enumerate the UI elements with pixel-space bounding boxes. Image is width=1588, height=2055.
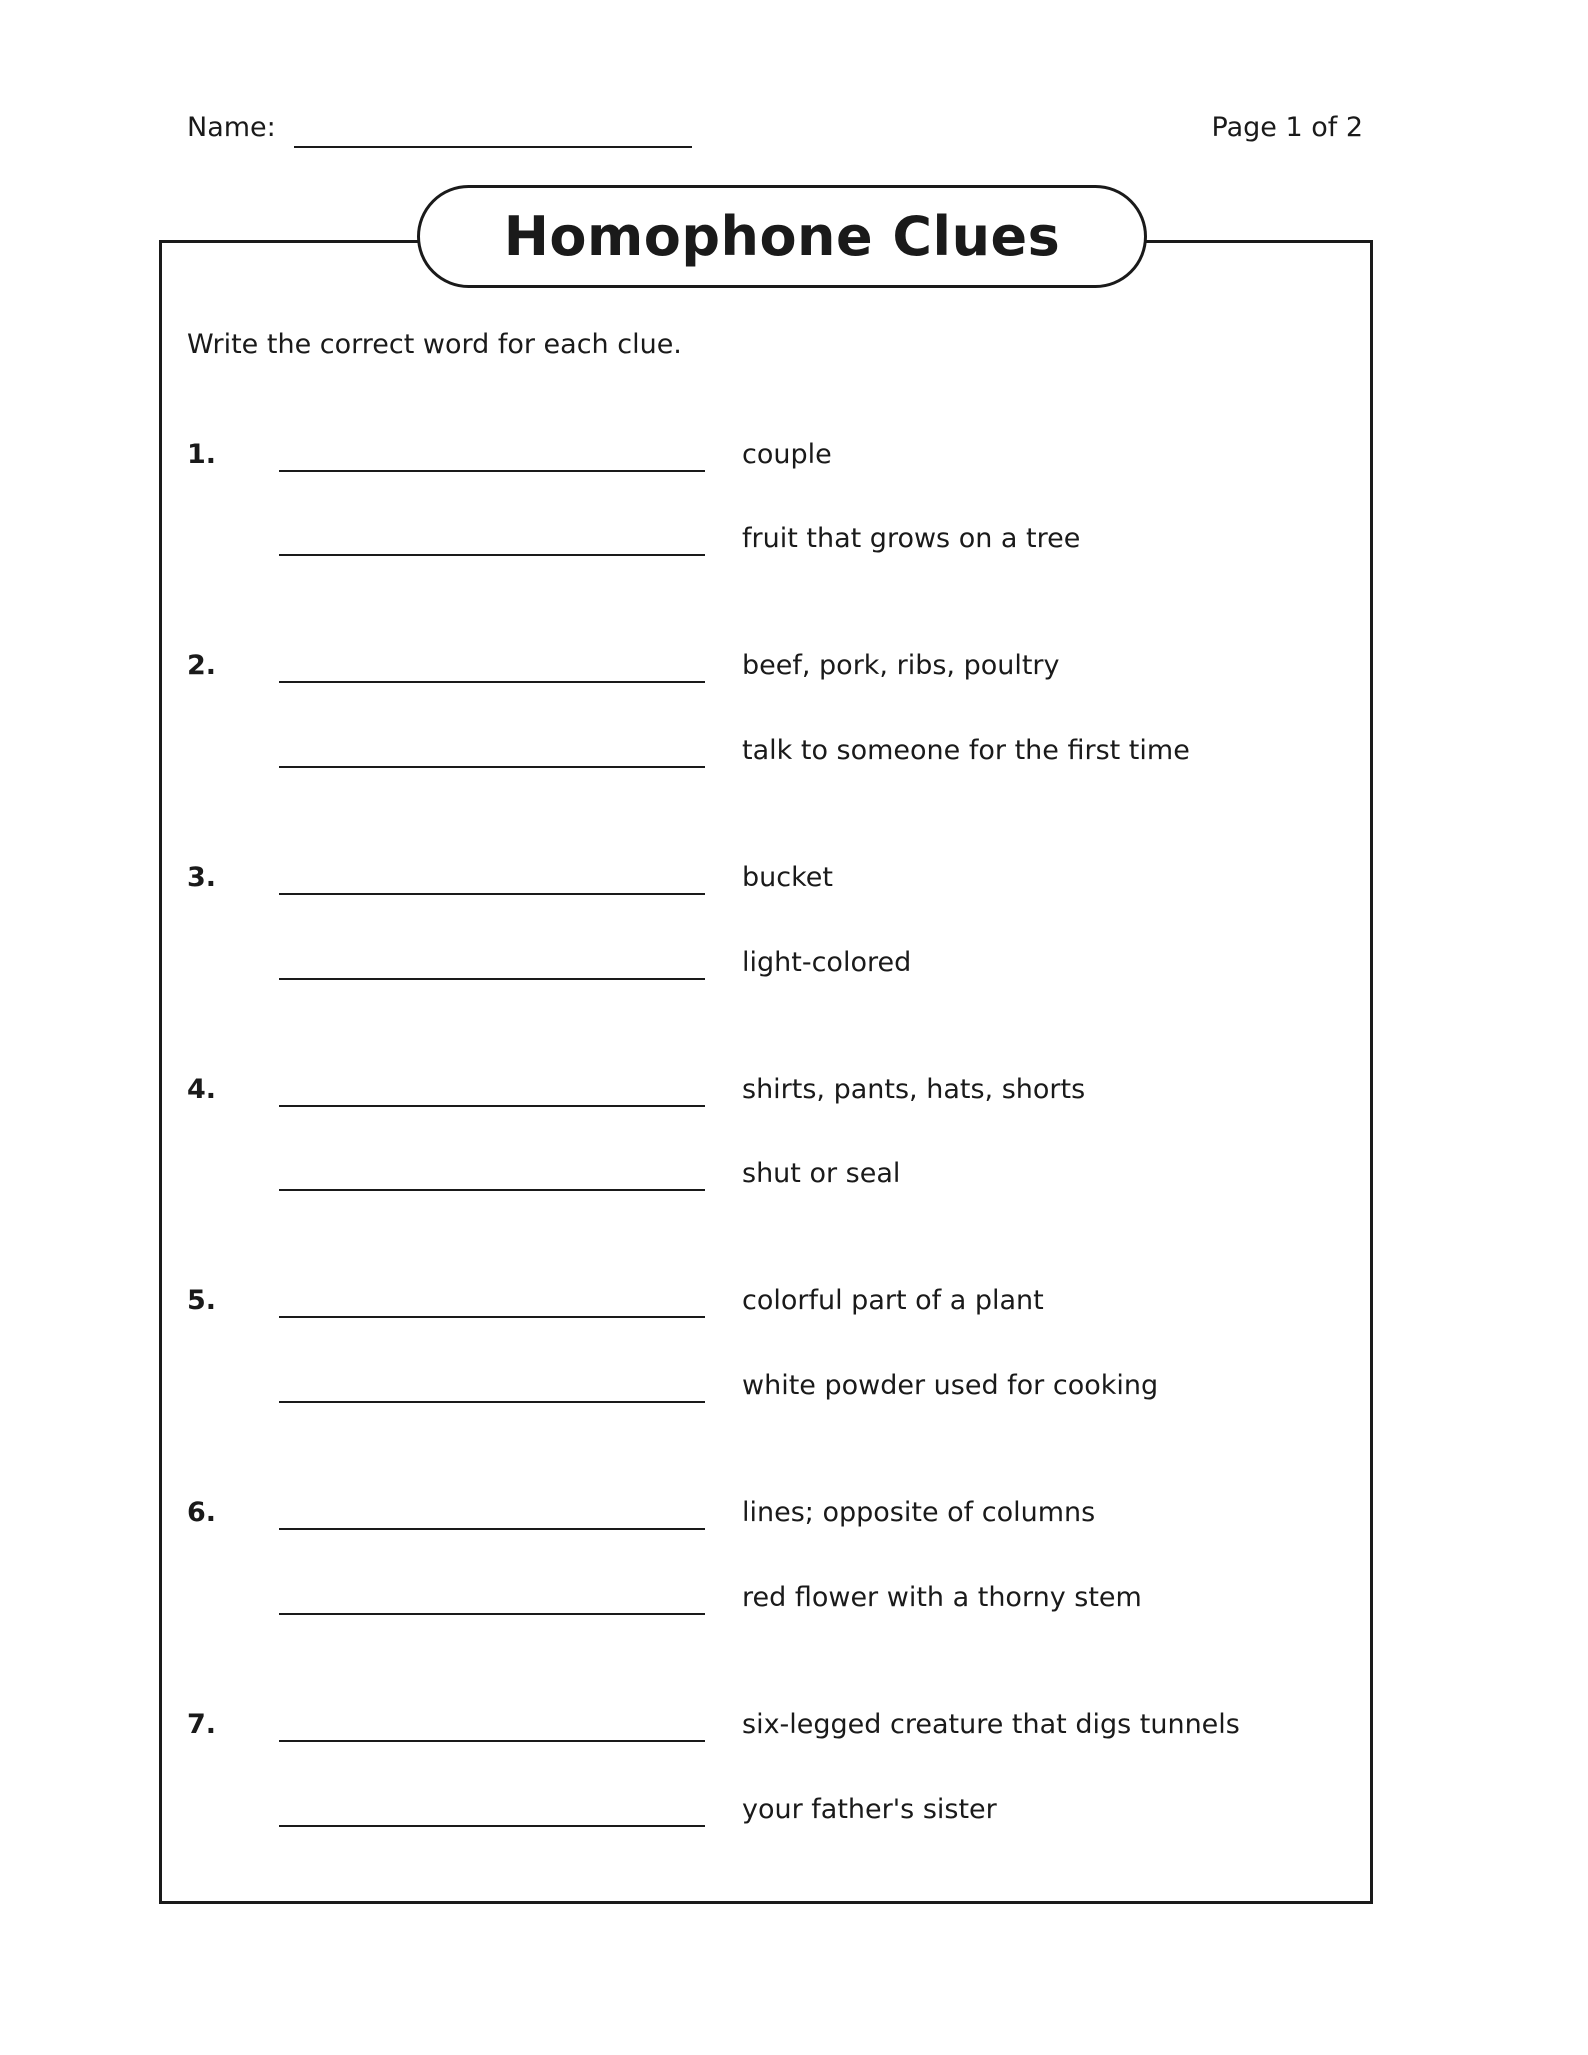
clue-text: colorful part of a plant [742,1285,1044,1316]
clue-text: talk to someone for the first time [742,735,1190,766]
answer-blank[interactable] [279,1105,705,1107]
page-indicator: Page 1 of 2 [1211,112,1363,143]
item-2-second-row [187,731,1287,771]
instructions: Write the correct word for each clue. [187,329,682,360]
item-7-second-row [187,1790,1287,1830]
item-number: 5. [187,1285,217,1316]
clue-text: red flower with a thorny stem [742,1582,1142,1613]
clue-text: bucket [742,862,833,893]
name-label: Name: [187,112,276,143]
clue-text: couple [742,439,832,470]
item-number: 4. [187,1074,217,1105]
item-1-first-row [187,435,1287,475]
item-number: 1. [187,439,217,470]
item-4-first-row [187,1070,1287,1110]
item-number: 3. [187,862,217,893]
answer-blank[interactable] [279,470,705,472]
clue-text: your father's sister [742,1794,997,1825]
answer-blank[interactable] [279,1825,705,1827]
answer-blank[interactable] [279,681,705,683]
item-number: 7. [187,1709,217,1740]
clue-text: fruit that grows on a tree [742,523,1081,554]
clue-text: shut or seal [742,1158,901,1189]
answer-blank[interactable] [279,978,705,980]
item-7-first-row [187,1705,1287,1745]
answer-blank[interactable] [279,893,705,895]
answer-blank[interactable] [279,1401,705,1403]
answer-blank[interactable] [279,766,705,768]
item-number: 6. [187,1497,217,1528]
name-blank-line[interactable] [294,116,692,148]
answer-blank[interactable] [279,1528,705,1530]
item-3-first-row [187,858,1287,898]
worksheet-title: Homophone Clues [417,185,1147,288]
clue-text: six-legged creature that digs tunnels [742,1709,1240,1740]
name-field [187,108,692,148]
clue-text: light-colored [742,947,912,978]
item-6-second-row [187,1578,1287,1618]
answer-blank[interactable] [279,554,705,556]
item-5-first-row [187,1281,1287,1321]
answer-blank[interactable] [279,1740,705,1742]
item-1-second-row [187,519,1287,559]
clue-text: shirts, pants, hats, shorts [742,1074,1086,1105]
clue-text: white powder used for cooking [742,1370,1159,1401]
answer-blank[interactable] [279,1316,705,1318]
clue-text: beef, pork, ribs, poultry [742,650,1060,681]
item-5-second-row [187,1366,1287,1406]
item-number: 2. [187,650,217,681]
item-3-second-row [187,943,1287,983]
item-6-first-row [187,1493,1287,1533]
item-2-first-row [187,646,1287,686]
answer-blank[interactable] [279,1189,705,1191]
item-4-second-row [187,1154,1287,1194]
clue-text: lines; opposite of columns [742,1497,1096,1528]
answer-blank[interactable] [279,1613,705,1615]
